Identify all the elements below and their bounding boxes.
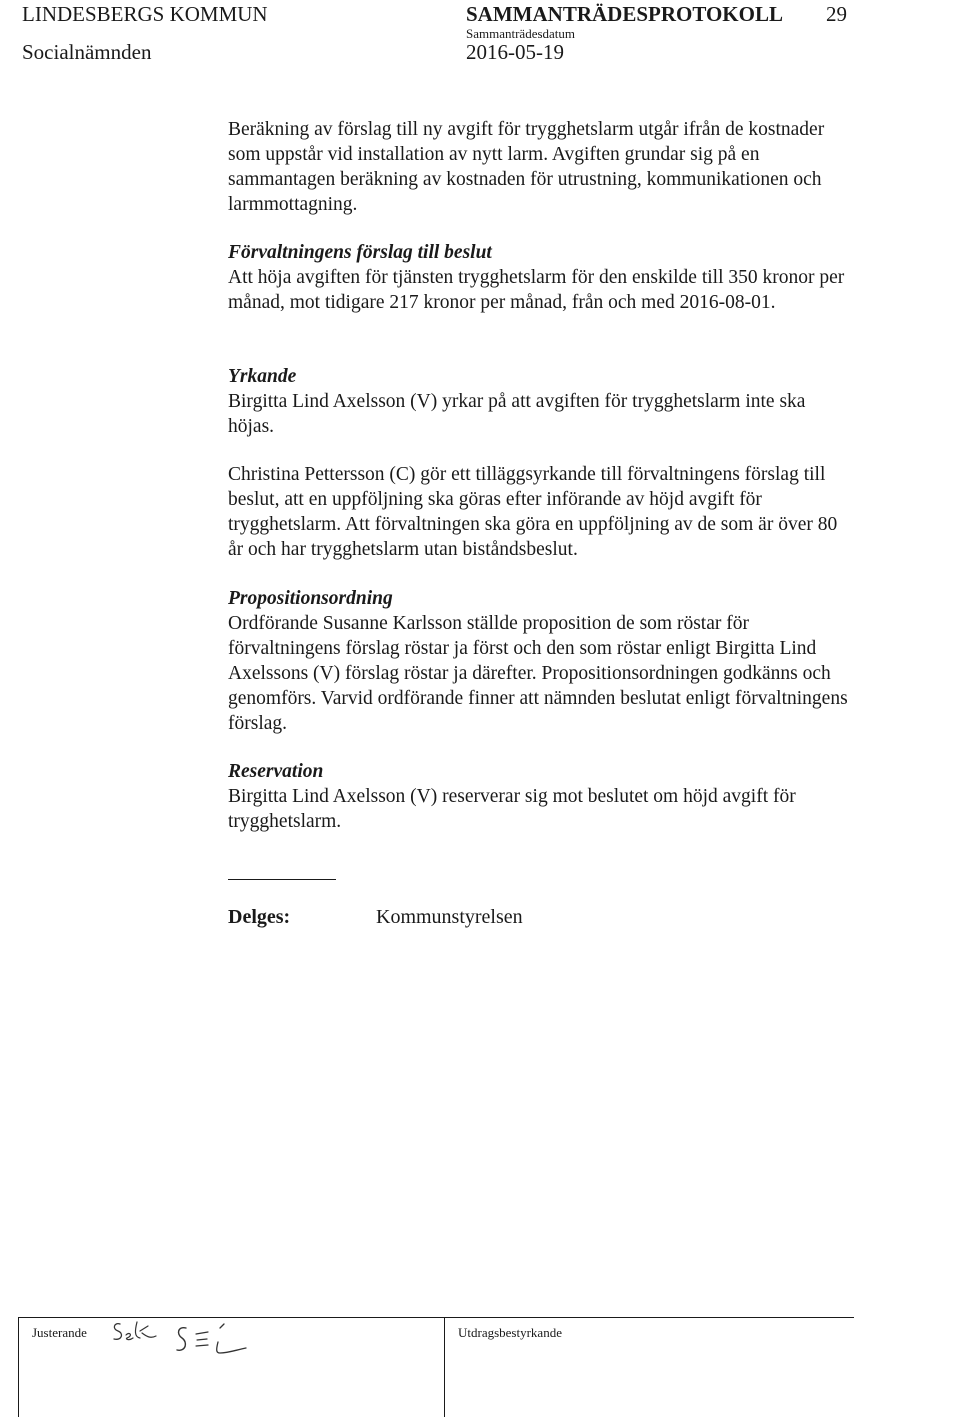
signature-2-initials — [172, 1320, 252, 1362]
meeting-date: 2016-05-19 — [466, 40, 564, 64]
separator-rule — [228, 879, 336, 880]
proposal-heading: Förvaltningens förslag till beslut — [228, 242, 492, 263]
reservation-section — [228, 759, 848, 834]
committee-name: Socialnämnden — [22, 40, 152, 64]
proposal-text: Att höja avgiften för tjänsten trygghetslarm för den enskilde till 350 kronor per månad, mot tidigare 217 kronor per månad, från och med 2016-08-01. — [228, 267, 845, 313]
extract-certification-label: Utdragsbestyrkande — [458, 1325, 562, 1340]
footer-middle-rule — [444, 1317, 445, 1417]
footer-left-rule — [18, 1317, 19, 1417]
intro-paragraph: Beräkning av förslag till ny avgift för trygghetslarm utgår ifrån de kostnader som uppstår vid installation av nytt larm. Avgiften grundar sig på en sammantagen beräkning av kostnaden för utrustning, kommunikationen och larmmottagning. — [228, 119, 825, 215]
date-label: Sammanträdesdatum — [466, 26, 576, 41]
distribution-label: Delges: — [228, 906, 291, 928]
motion-heading: Yrkande — [228, 366, 297, 387]
motion-text-1: Birgitta Lind Axelsson (V) yrkar på att avgiften för trygghetslarm inte ska höjas. — [228, 391, 806, 437]
proposition-heading: Propositionsordning — [228, 588, 393, 609]
motion-text-2: Christina Pettersson (C) gör ett tilläggsyrkande till förvaltningens förslag till beslut, att en uppföljning ska göras efter införande av höjd avgift för trygghetslarm. Att förvaltningen ska göra en uppföljning av de som är över 80 år och har trygghetslarm utan biståndsbeslut. — [228, 464, 838, 560]
document-type: SAMMANTRÄDESPROTOKOLL — [466, 2, 783, 26]
proposition-section — [228, 586, 848, 736]
page-number: 29 — [826, 2, 847, 26]
proposal-section — [228, 240, 848, 315]
distribution-recipient: Kommunstyrelsen — [376, 906, 523, 928]
motion-section — [228, 364, 848, 439]
justerande-label: Justerande — [32, 1325, 87, 1340]
signature-1-initials — [110, 1316, 160, 1350]
reservation-text: Birgitta Lind Axelsson (V) reserverar sig mot beslutet om höjd avgift för trygghetslarm. — [228, 786, 796, 832]
proposition-text: Ordförande Susanne Karlsson ställde proposition de som röstar för förvaltningens förslag röstar ja först och den som röstar enligt Birgitta Lind Axelssons (V) förslag röstar ja därefter. Propositionsordningen godkänns och genomförs. Varvid ordförande finner att nämnden beslutat enligt förvaltningens förslag. — [228, 613, 848, 734]
reservation-heading: Reservation — [228, 761, 324, 782]
municipality-name: LINDESBERGS KOMMUN — [22, 2, 268, 26]
